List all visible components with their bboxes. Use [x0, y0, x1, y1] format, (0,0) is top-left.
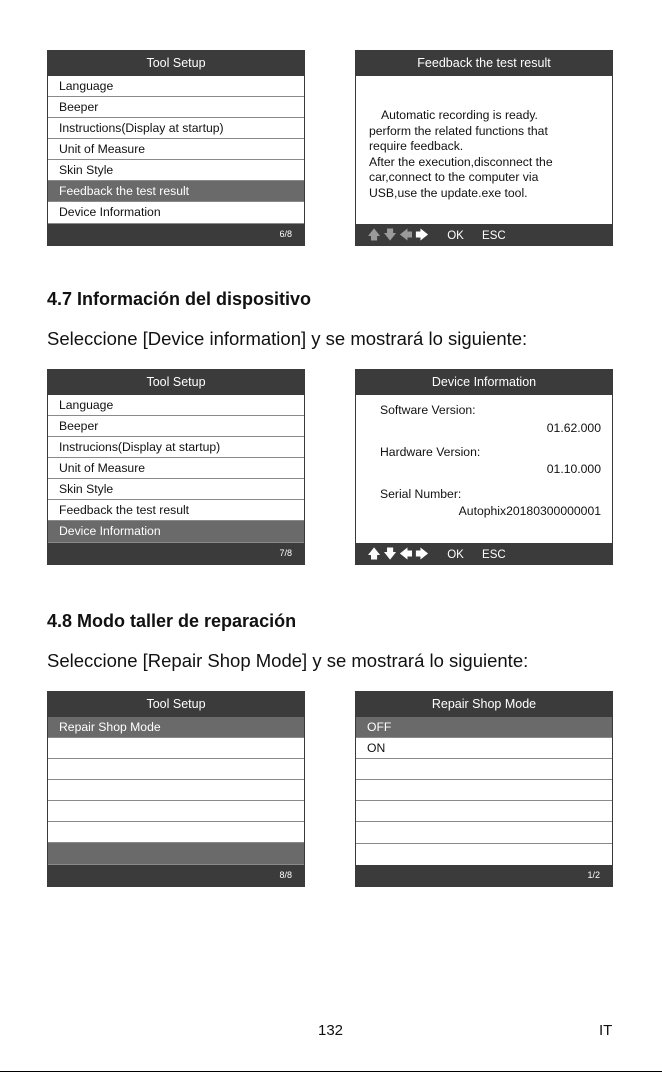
arrow-right-icon[interactable]: 🡆	[415, 227, 429, 242]
menu-item-skin-style[interactable]: Skin Style	[48, 479, 304, 500]
software-version-label: Software Version:	[380, 403, 476, 417]
ok-button[interactable]: OK	[447, 549, 464, 561]
serial-number-value: Autophix20180300000001	[458, 504, 601, 518]
menu-item-empty	[48, 738, 304, 759]
menu-item-instructions[interactable]: Instrucions(Display at startup)	[48, 437, 304, 458]
hardware-version-label: Hardware Version:	[380, 445, 481, 459]
menu-item-language[interactable]: Language	[48, 76, 304, 97]
menu-item-feedback[interactable]: Feedback the test result	[48, 500, 304, 521]
arrow-down-icon[interactable]: 🡇	[383, 546, 397, 561]
screen-title: Tool Setup	[48, 692, 304, 717]
menu-item-unit-of-measure[interactable]: Unit of Measure	[48, 139, 304, 160]
menu-item-skin-style[interactable]: Skin Style	[48, 160, 304, 181]
menu-list	[48, 76, 304, 224]
status-bar	[356, 224, 612, 245]
menu-item-instructions[interactable]: Instructions(Display at startup)	[48, 118, 304, 139]
ok-button[interactable]: OK	[447, 230, 464, 242]
arrow-left-icon[interactable]: 🡄	[399, 227, 413, 242]
status-bar	[356, 543, 612, 564]
status-bar	[48, 224, 304, 245]
menu-list	[48, 395, 304, 543]
menu-list	[48, 717, 304, 865]
page-indicator: 8/8	[279, 870, 292, 880]
message-line: After the execution,disconnect the	[369, 154, 553, 169]
section-intro-4-7: Seleccione [Device information] y se mostrará lo siguiente:	[47, 328, 528, 349]
menu-item-empty	[48, 801, 304, 822]
option-empty	[356, 759, 612, 780]
screen-title: Feedback the test result	[356, 51, 612, 76]
menu-item-device-information[interactable]: Device Information	[48, 521, 304, 542]
esc-button[interactable]: ESC	[482, 549, 506, 561]
screen-title: Tool Setup	[48, 51, 304, 76]
message-line: require feedback.	[369, 139, 464, 153]
option-off[interactable]: OFF	[356, 717, 612, 738]
page-indicator: 6/8	[279, 229, 292, 239]
option-empty	[356, 801, 612, 822]
status-bar	[356, 865, 612, 886]
screen-title: Tool Setup	[48, 370, 304, 395]
language-code: IT	[599, 1022, 613, 1039]
menu-item-empty	[48, 759, 304, 780]
message-line: USB,use the update.exe tool.	[369, 185, 528, 200]
arrow-left-icon[interactable]: 🡄	[399, 546, 413, 561]
repair-shop-mode-screen	[355, 691, 613, 887]
menu-item-language[interactable]: Language	[48, 395, 304, 416]
page-number: 132	[318, 1022, 344, 1039]
menu-item-empty	[48, 780, 304, 801]
menu-item-feedback[interactable]: Feedback the test result	[48, 181, 304, 202]
status-bar	[48, 865, 304, 886]
arrow-up-icon[interactable]: 🡅	[367, 227, 381, 242]
menu-item-beeper[interactable]: Beeper	[48, 416, 304, 437]
arrow-down-icon[interactable]: 🡇	[383, 227, 397, 242]
section-heading-4-7: 4.7 Información del dispositivo	[47, 289, 312, 309]
arrow-up-icon[interactable]: 🡅	[367, 546, 381, 561]
screen-title: Repair Shop Mode	[356, 692, 612, 717]
option-on[interactable]: ON	[356, 738, 612, 759]
menu-item-beeper[interactable]: Beeper	[48, 97, 304, 118]
nav-keys	[366, 543, 506, 566]
nav-keys	[366, 224, 506, 247]
page-indicator: 7/8	[279, 548, 292, 558]
option-empty	[356, 780, 612, 801]
software-version-value: 01.62.000	[546, 421, 601, 435]
section-heading-4-8: 4.8 Modo taller de reparación	[47, 611, 297, 631]
tool-setup-screen-1	[47, 50, 305, 246]
hardware-version-value: 01.10.000	[546, 462, 601, 476]
device-information-screen	[355, 369, 613, 565]
menu-item-empty-highlight	[48, 843, 304, 864]
page-indicator: 1/2	[587, 870, 600, 880]
menu-item-unit-of-measure[interactable]: Unit of Measure	[48, 458, 304, 479]
feedback-screen	[355, 50, 613, 246]
message-line: Automatic recording is ready.	[381, 108, 538, 122]
feedback-message	[356, 76, 612, 201]
serial-number-label: Serial Number:	[380, 487, 462, 501]
option-list	[356, 717, 612, 844]
menu-item-empty	[48, 822, 304, 843]
tool-setup-screen-2	[47, 369, 305, 565]
status-bar	[48, 543, 304, 564]
message-line: car,connect to the computer via	[369, 170, 539, 184]
tool-setup-screen-3	[47, 691, 305, 887]
option-empty	[356, 822, 612, 843]
arrow-right-icon[interactable]: 🡆	[415, 546, 429, 561]
esc-button[interactable]: ESC	[482, 230, 506, 242]
screen-title: Device Information	[356, 370, 612, 395]
menu-item-device-information[interactable]: Device Information	[59, 205, 161, 219]
section-intro-4-8: Seleccione [Repair Shop Mode] y se mostrará lo siguiente:	[47, 650, 529, 671]
message-line: perform the related functions that	[369, 123, 548, 138]
menu-item-repair-shop-mode[interactable]: Repair Shop Mode	[48, 717, 304, 738]
